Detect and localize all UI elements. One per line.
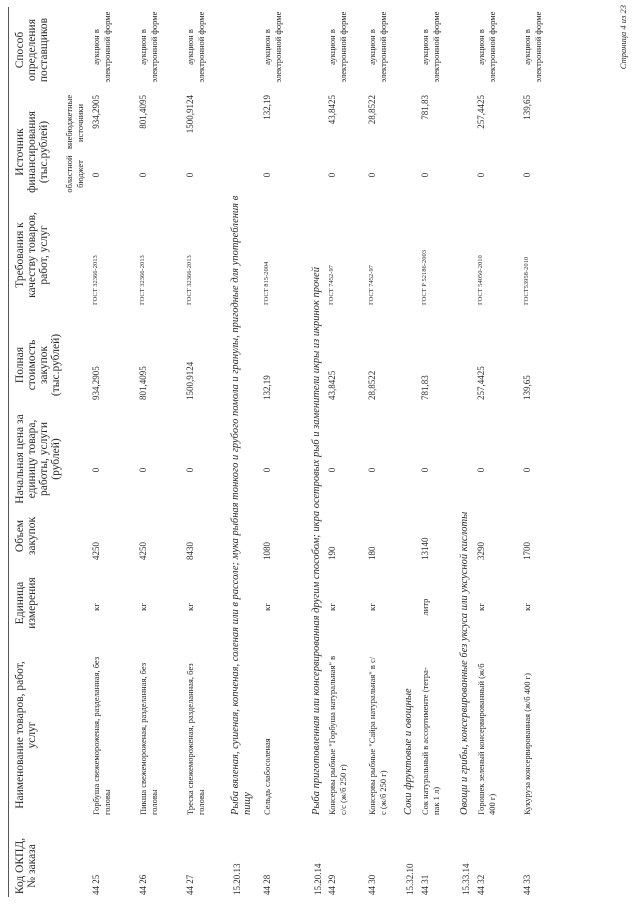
row-total: 257,4425 <box>476 366 486 400</box>
row-unit: кг <box>138 603 148 611</box>
col-header-method: Способ определения поставщиков <box>14 17 50 83</box>
row-requirements: ГОСТ 32366-2013 <box>92 255 99 305</box>
page-footer: Страница 4 из 23 <box>618 5 628 70</box>
row-total: 934,2905 <box>91 366 101 400</box>
col-header-volume: Объем закупок <box>14 516 38 556</box>
row-name: Консервы рыбные "Горбуша натуральная" в с/с (ж/б 250 г) <box>327 655 348 815</box>
row-name: Горошек зеленый консервированный (ж/б 400 г) <box>476 663 497 815</box>
row-method: аукцион в электронной форме <box>420 11 441 83</box>
row-volume: 3290 <box>476 542 486 560</box>
row-unit: кг <box>522 603 532 611</box>
row-budget: 0 <box>262 172 272 178</box>
row-unit: кг <box>185 603 195 611</box>
section-code: 15.20.14 <box>313 863 323 895</box>
col-header-name: Наименование товаров, работ, услуг <box>14 661 38 809</box>
section-title: Овощи и грибы, консервированные без уксуса или уксусной кислоты <box>459 511 470 815</box>
row-code: 44 27 <box>185 874 195 895</box>
row-unit: кг <box>367 603 377 611</box>
row-code: 44 29 <box>327 874 337 895</box>
section-title: Рыба вяленая, сушеная, копченая, соленая или в рассоле; мука рыбная тонкого и грубого помола и гранулы, пригодные для употребления в пищу <box>230 195 253 815</box>
row-volume: 1700 <box>522 542 532 560</box>
row-method: аукцион в электронной форме <box>367 11 388 83</box>
row-volume: 4250 <box>91 542 101 560</box>
row-requirements: ГОСТ 54050-2010 <box>477 255 484 305</box>
row-method: аукцион в электронной форме <box>262 11 283 83</box>
row-extra: 1500,9124 <box>185 95 195 134</box>
section-title: Соки фруктовые и овощные <box>403 688 414 815</box>
row-budget: 0 <box>91 172 101 178</box>
row-volume: 4250 <box>138 542 148 560</box>
row-volume: 1080 <box>262 542 272 560</box>
row-total: 801,4095 <box>138 366 148 400</box>
row-name: Сельдь слабосоленая <box>262 738 272 815</box>
row-extra: 257,4425 <box>476 95 486 129</box>
row-requirements: ГОСТ53958-2010 <box>523 256 530 305</box>
row-name: Консервы рыбные "Сайра натуральная" в с/с (ж/б 250 г) <box>367 656 388 815</box>
row-total: 781,83 <box>420 375 430 400</box>
row-budget: 0 <box>367 172 377 178</box>
row-extra: 132,19 <box>262 95 272 120</box>
header-top-rule <box>8 7 9 897</box>
row-extra: 781,83 <box>420 95 430 120</box>
row-code: 44 32 <box>476 874 486 895</box>
row-name: Треска свежемороженая, разделанная, без головы <box>185 663 206 815</box>
row-total: 1500,9124 <box>185 361 195 400</box>
row-requirements: ГОСТ 815-2004 <box>263 261 270 305</box>
col-header-requirements: Требования к качеству товаров, работ, услуг <box>14 212 50 298</box>
row-price: 0 <box>327 467 337 473</box>
row-code: 44 33 <box>522 874 532 895</box>
row-price: 0 <box>138 467 148 473</box>
row-volume: 8430 <box>185 542 195 560</box>
row-code: 44 30 <box>367 874 377 895</box>
row-name: Горбуша свежемороженая, разделанная, без головы <box>91 656 112 815</box>
col-header-funding-extra: внебюджетные источники <box>64 94 85 149</box>
row-budget: 0 <box>420 172 430 178</box>
row-price: 0 <box>91 467 101 473</box>
section-title: Рыба приготовленная или консервированная другим способом; икра осетровых рыб и заменители икры из икринок прочей <box>311 267 322 815</box>
row-name: Кукуруза консервированная (ж/б 400 г) <box>522 673 532 815</box>
row-budget: 0 <box>327 172 337 178</box>
row-requirements: ГОСТ 7452-97 <box>368 265 375 305</box>
row-price: 0 <box>420 467 430 473</box>
row-requirements: ГОСТ 32366-2013 <box>186 255 193 305</box>
row-total: 43,8425 <box>327 370 337 400</box>
row-budget: 0 <box>522 172 532 178</box>
row-extra: 801,4095 <box>138 95 148 129</box>
row-extra: 934,2905 <box>91 95 101 129</box>
row-budget: 0 <box>185 172 195 178</box>
row-budget: 0 <box>138 172 148 178</box>
row-unit: кг <box>91 603 101 611</box>
row-method: аукцион в электронной форме <box>327 11 348 83</box>
col-header-unit: Единица измерения <box>14 577 38 629</box>
col-header-price: Начальная цена за единицу товара, работы, услуги (рублей) <box>14 414 62 504</box>
row-method: аукцион в электронной форме <box>138 11 159 83</box>
row-price: 0 <box>522 467 532 473</box>
row-unit: кг <box>476 603 486 611</box>
row-requirements: ГОСТ 7452-97 <box>328 265 335 305</box>
row-extra: 28,8522 <box>367 95 377 125</box>
row-method: аукцион в электронной форме <box>522 11 543 83</box>
section-code: 15.20.13 <box>232 863 242 895</box>
row-name: Пикша свежемороженая, разделанная, без головы <box>138 662 159 815</box>
col-header-funding-regional: областной бюджет <box>64 155 85 193</box>
row-code: 44 28 <box>262 874 272 895</box>
row-name: Сок натуральный в ассортименте (тетра-пак 1 л) <box>420 667 441 815</box>
section-code: 15.33.14 <box>461 863 471 895</box>
row-unit: литр <box>420 598 430 616</box>
row-unit: кг <box>327 603 337 611</box>
row-code: 44 31 <box>420 874 430 895</box>
col-header-code: Код ОКПД, № заказа <box>14 837 38 895</box>
row-price: 0 <box>262 467 272 473</box>
row-extra: 139,65 <box>522 95 532 120</box>
row-volume: 180 <box>367 546 377 560</box>
row-code: 44 25 <box>91 874 101 895</box>
row-volume: 13140 <box>420 537 430 560</box>
col-header-funding: Источник финансирования (тыс.рублей) <box>14 111 50 193</box>
row-extra: 43,8425 <box>327 95 337 125</box>
row-price: 0 <box>476 467 486 473</box>
col-header-total: Полная стоимость закупок (тыс.рублей) <box>14 333 62 397</box>
row-requirements: ГОСТ Р 52186-2003 <box>421 250 428 305</box>
row-method: аукцион в электронной форме <box>91 11 112 83</box>
row-requirements: ГОСТ 32366-2013 <box>139 255 146 305</box>
row-budget: 0 <box>476 172 486 178</box>
row-unit: кг <box>262 603 272 611</box>
row-price: 0 <box>367 467 377 473</box>
row-method: аукцион в электронной форме <box>476 11 497 83</box>
row-code: 44 26 <box>138 874 148 895</box>
row-price: 0 <box>185 467 195 473</box>
row-volume: 190 <box>327 546 337 560</box>
row-method: аукцион в электронной форме <box>185 11 206 83</box>
section-code: 15.32.10 <box>405 863 415 895</box>
row-total: 139,65 <box>522 375 532 400</box>
row-total: 28,8522 <box>367 370 377 400</box>
row-total: 132,19 <box>262 375 272 400</box>
